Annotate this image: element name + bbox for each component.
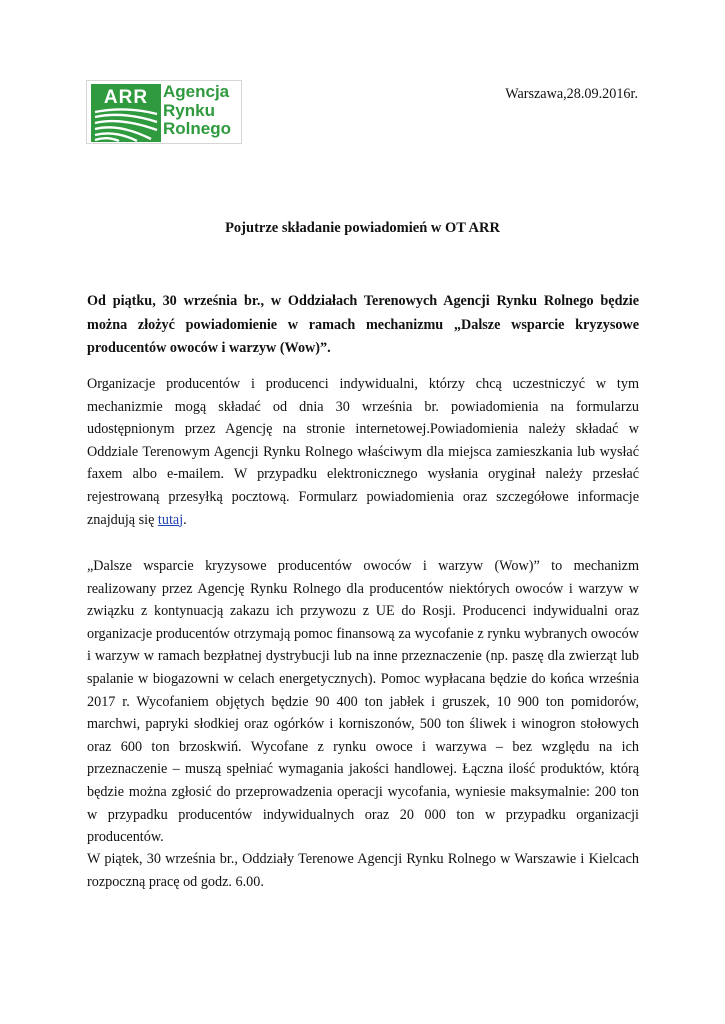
paragraph-notification-end: . [183, 511, 187, 528]
arr-logo-wordmark [163, 83, 231, 139]
document-date: Warszawa,28.09.2016r. [505, 86, 638, 102]
logo-line-agencja: Agencja [163, 82, 230, 101]
paragraph-notification-info [87, 373, 639, 531]
logo-line-rynku: Rynku [163, 100, 215, 120]
paragraph-mechanism-description: „Dalsze wsparcie kryzysowe producentów owoców i warzyw (Wow)” to mechanizm realizowany przez Agencję Rynku Rolnego dla producentów niektórych owoców i warzyw w związku z kontynuacją zakazu ich przywozu z UE do Rosji. Producenci indywidualni oraz organizacje producentów otrzymają pomoc finansową za wycofanie z rynku wybranych owoców i warzyw w ramach bezpłatnej dystrybucji lub na inne przeznaczenie (np. paszę dla zwierząt lub spalanie w biogazowni w celach energetycznych). Pomoc wypłacana będzie do końca września 2017 r. Wycofaniem objętych będzie 90 400 ton jabłek i gruszek, 10 900 ton pomidorów, marchwi, papryki słodkiej oraz ogórków i korniszonów, 500 ton śliwek i winogron stołowych oraz 600 ton brzoskwiń. Wycofane z rynku owoce i warzywa – bez względu na ich przeznaczenie – muszą spełniać wymagania jakości handlowej. Łączna ilość produktów, którą będzie można zgłosić do przeprowadzenia operacji wycofania, wyniesie maksymalnie: 200 ton w przypadku producentów indywidualnych oraz 20 000 ton w przypadku organizacji producentów. [87, 558, 639, 846]
logo-line-rolnego: Rolnego [163, 119, 231, 138]
arr-logo-mark [91, 84, 161, 142]
paragraph-notification-text: Organizacje producentów i producenci indywidualni, którzy chcą uczestniczyć w tym mechanizmie mogą składać od dnia 30 września br. powiadomienia na formularzu udostępnionym przez Agencję na stronie internetowej.Powiadomienia należy składać w Oddziale Terenowym Agencji Rynku Rolnego właściwym dla miejsca zamieszkania lub wysłać faxem albo e-mailem. W przypadku elektronicznego wysłania oryginał należy przesłać rejestrowaną przesyłką pocztową. Formularz powiadomienia oraz szczegółowe informacje znajdują się [87, 376, 639, 528]
arr-logo-mark-text: ARR [103, 87, 149, 108]
document-title: Pojutrze składanie powiadomień w OT ARR [225, 220, 500, 236]
paragraph-opening-hours: W piątek, 30 września br., Oddziały Terenowe Agencji Rynku Rolnego w Warszawie i Kielcach rozpoczną pracę od godz. 6.00. [87, 851, 639, 890]
arr-logo [86, 80, 242, 144]
form-details-link[interactable]: tutaj [157, 511, 184, 528]
lead-paragraph: Od piątku, 30 września br., w Oddziałach Terenowych Agencji Rynku Rolnego będzie można złożyć powiadomienie w ramach mechanizmu „Dalsze wsparcie kryzysowe producentów owoców i warzyw (Wow)”. [87, 293, 639, 356]
